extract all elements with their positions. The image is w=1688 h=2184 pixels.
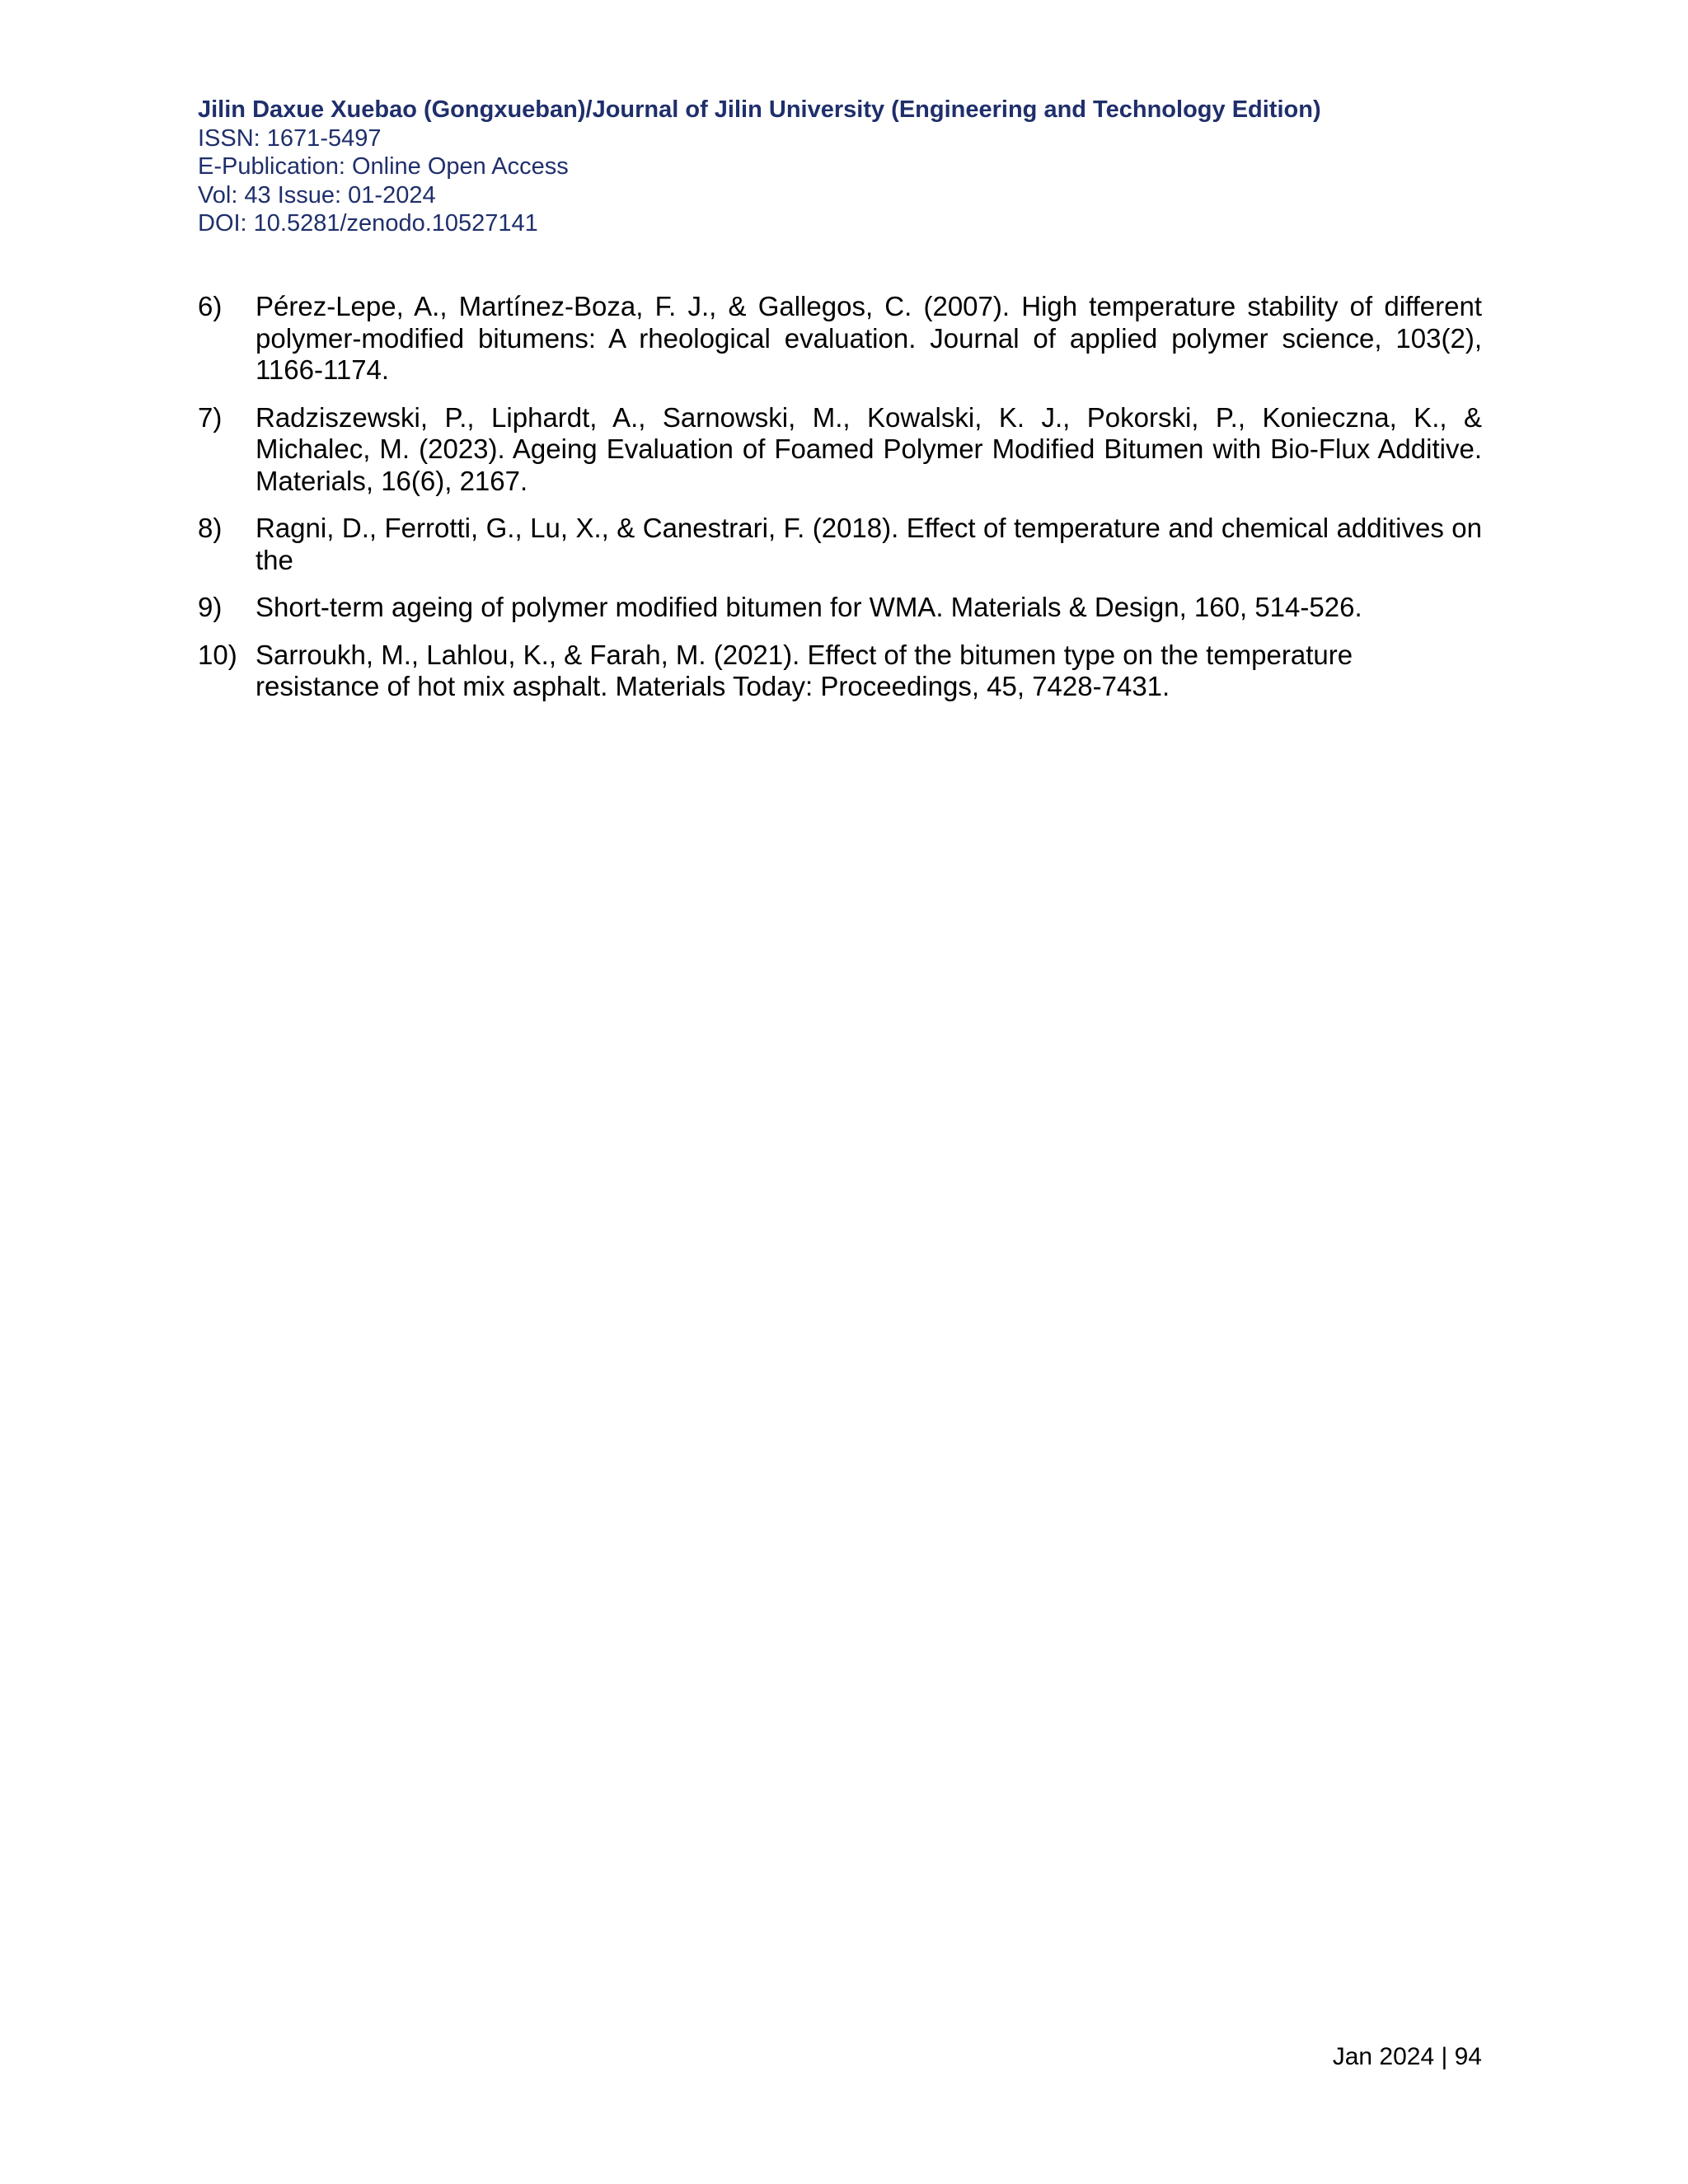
- reference-number: 8): [198, 513, 223, 543]
- reference-list: [198, 291, 1482, 719]
- reference-number: 10): [198, 639, 237, 670]
- reference-text: Pérez-Lepe, A., Martínez-Boza, F. J., & Gallegos, C. (2007). High temperature stability of different polymer-modified bitumens: A rheological evaluation. Journal of applied polymer science, 103(2), 1166-1174.: [256, 291, 1482, 385]
- journal-title: Jilin Daxue Xuebao (Gongxueban)/Journal of Jilin University (Engineering and Technology Edition): [198, 96, 1321, 123]
- reference-text: Short-term ageing of polymer modified bitumen for WMA. Materials & Design, 160, 514-526.: [256, 592, 1362, 622]
- page-footer: Jan 2024 | 94: [1332, 2043, 1482, 2070]
- reference-text: Ragni, D., Ferrotti, G., Lu, X., & Canestrari, F. (2018). Effect of temperature and chemical additives on the: [256, 513, 1482, 575]
- reference-text: Sarroukh, M., Lahlou, K., & Farah, M. (2021). Effect of the bitumen type on the temperature resistance of hot mix asphalt. Materials Today: Proceedings, 45, 7428-7431.: [256, 639, 1353, 701]
- reference-item: [198, 513, 1482, 576]
- journal-header: [198, 96, 1484, 238]
- reference-number: 9): [198, 592, 223, 622]
- issn: ISSN: 1671-5497: [198, 124, 382, 152]
- reference-item: [198, 402, 1482, 498]
- doi: DOI: 10.5281/zenodo.10527141: [198, 210, 538, 237]
- reference-number: 6): [198, 291, 223, 321]
- reference-number: 7): [198, 401, 223, 433]
- reference-item: [198, 640, 1482, 703]
- reference-item: [198, 291, 1482, 387]
- reference-text: Radziszewski, P., Liphardt, A., Sarnowski, M., Kowalski, K. J., Pokorski, P., Konieczna, K., & Michalec, M. (2023). Ageing Evaluation of Foamed Polymer Modified Bitumen with Bio-Flux Additive. Materials, 16(6), 2167.: [256, 401, 1482, 496]
- volume-issue: Vol: 43 Issue: 01-2024: [198, 181, 436, 209]
- reference-item: [198, 592, 1482, 624]
- publication-type: E-Publication: Online Open Access: [198, 153, 569, 180]
